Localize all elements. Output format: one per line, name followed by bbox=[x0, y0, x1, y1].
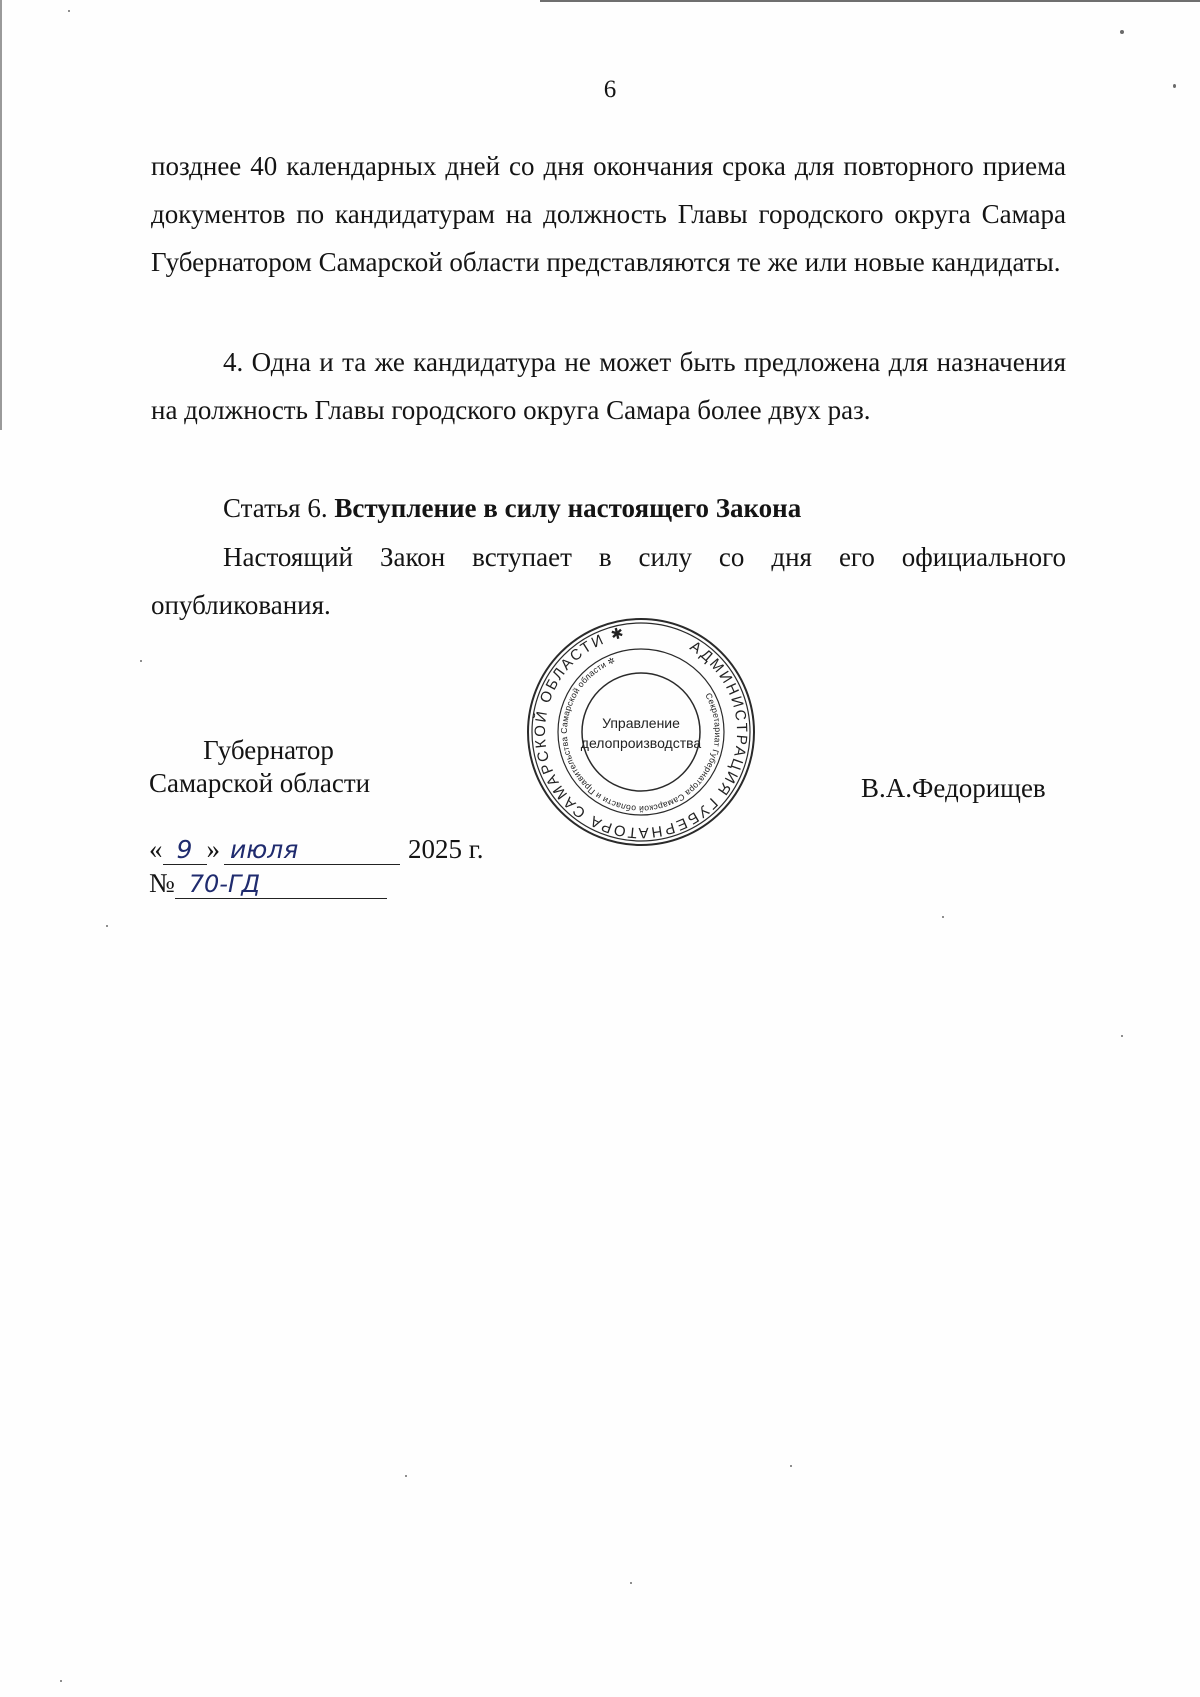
date-day-field: 9 bbox=[163, 836, 207, 865]
scan-speck bbox=[1121, 1035, 1123, 1037]
stamp-inner-text: Секретариат Губернатора Самарской области и Правительства Самарской области ✲ bbox=[558, 654, 724, 815]
scan-speck bbox=[942, 916, 944, 918]
stamp-outer-text: АДМИНИСТРАЦИЯ ГУБЕРНАТОРА САМАРСКОЙ ОБЛАСТИ ✱ bbox=[531, 624, 751, 842]
article-6-paragraph-text: Настоящий Закон вступает в силу со дня его официального опубликования. bbox=[151, 542, 1066, 620]
item-4-paragraph bbox=[151, 338, 1066, 434]
scan-edge-left bbox=[0, 0, 2, 430]
scan-speck bbox=[1173, 84, 1176, 88]
page-number: 6 bbox=[603, 76, 617, 103]
scan-speck bbox=[405, 1475, 407, 1477]
signer-title-line1: Губернатор bbox=[203, 735, 334, 765]
enactment-date bbox=[149, 832, 484, 866]
scan-speck bbox=[60, 1680, 62, 1682]
article-heading bbox=[223, 484, 801, 532]
item-4-paragraph-text: 4. Одна и та же кандидатура не может быть предложена для назначения на должность Главы городского округа Самара более двух раз. bbox=[151, 347, 1066, 425]
article-title: Вступление в силу настоящего Закона bbox=[334, 493, 802, 523]
number-field: 70-ГД bbox=[175, 870, 387, 899]
continuation-paragraph bbox=[151, 142, 1066, 286]
scan-speck bbox=[140, 660, 142, 662]
scan-speck bbox=[68, 10, 70, 12]
scan-edge-top bbox=[540, 0, 1200, 2]
official-stamp bbox=[525, 616, 757, 848]
signer-name: В.А.Федорищев bbox=[861, 773, 1046, 803]
date-close-quote: » bbox=[206, 834, 220, 864]
enactment-number bbox=[149, 866, 387, 900]
number-label: № bbox=[149, 868, 175, 898]
signer-title-line2: Самарской области bbox=[149, 768, 371, 798]
stamp-center-line2: делопроизводства bbox=[580, 735, 702, 751]
date-year: 2025 г. bbox=[408, 834, 484, 864]
article-prefix: Статья 6. bbox=[223, 493, 328, 523]
continuation-paragraph-text: позднее 40 календарных дней со дня окончания срока для повторного приема документов по кандидатурам на должность Главы городского округа Самара Губернатором Самарской области представляются те же или новые кандидаты. bbox=[151, 151, 1066, 277]
scan-speck bbox=[630, 1582, 632, 1584]
scan-speck bbox=[1120, 30, 1124, 34]
date-open-quote: « bbox=[149, 834, 163, 864]
signer-title bbox=[149, 734, 370, 800]
article-6-paragraph bbox=[151, 533, 1066, 629]
date-month-field: июля bbox=[224, 836, 400, 865]
stamp-center-line1: Управление bbox=[602, 715, 680, 731]
scan-speck bbox=[106, 925, 108, 927]
scan-speck bbox=[790, 1465, 792, 1467]
